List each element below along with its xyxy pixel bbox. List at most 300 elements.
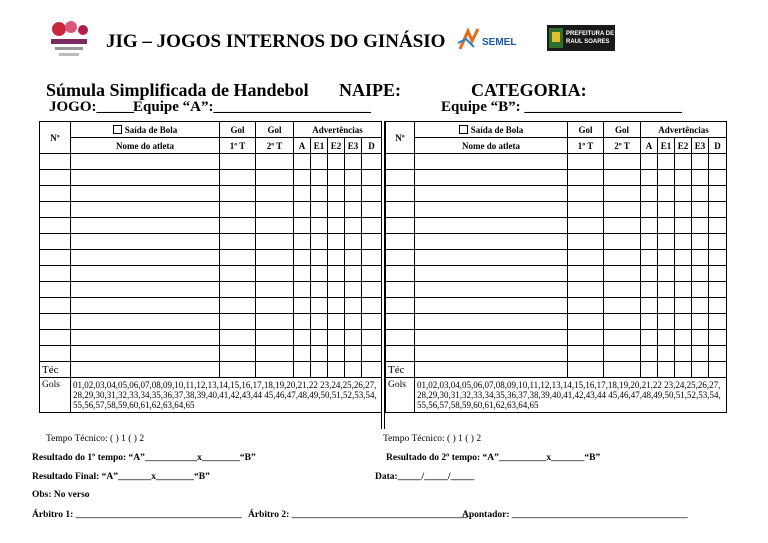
athlete-cell[interactable] [386, 202, 415, 218]
athlete-cell[interactable] [71, 282, 220, 298]
athlete-cell[interactable] [709, 250, 727, 266]
athlete-cell[interactable] [345, 202, 362, 218]
athlete-cell[interactable] [415, 298, 568, 314]
athlete-cell[interactable] [641, 250, 658, 266]
col-1t-header: 1º T [220, 138, 256, 154]
athlete-cell[interactable] [604, 170, 641, 186]
athlete-cell[interactable] [641, 298, 658, 314]
athlete-cell[interactable] [604, 298, 641, 314]
athlete-cell[interactable] [311, 314, 328, 330]
athlete-cell[interactable] [568, 154, 604, 170]
athlete-row [386, 186, 727, 202]
athlete-cell[interactable] [328, 266, 345, 282]
athlete-cell[interactable] [641, 266, 658, 282]
athlete-cell[interactable] [415, 282, 568, 298]
athlete-cell[interactable] [568, 346, 604, 362]
athlete-cell[interactable] [568, 250, 604, 266]
athlete-cell[interactable] [362, 218, 382, 234]
athlete-cell[interactable] [386, 170, 415, 186]
athlete-cell[interactable] [692, 186, 709, 202]
athlete-cell[interactable] [256, 154, 294, 170]
cell[interactable] [692, 362, 709, 378]
athlete-cell[interactable] [604, 282, 641, 298]
athlete-cell[interactable] [675, 346, 692, 362]
athlete-cell[interactable] [386, 234, 415, 250]
athlete-cell[interactable] [71, 218, 220, 234]
athletes-table-team-b [385, 121, 727, 413]
resultado-1-tempo: Resultado do 1º tempo: “A”___________x________“B” [32, 453, 256, 463]
cell[interactable] [311, 362, 328, 378]
athlete-cell[interactable] [362, 298, 382, 314]
athlete-cell[interactable] [328, 314, 345, 330]
athlete-cell[interactable] [658, 218, 675, 234]
athlete-cell[interactable] [641, 330, 658, 346]
athlete-cell[interactable] [604, 266, 641, 282]
col-gol-1-header: Gol [220, 122, 256, 138]
athlete-cell[interactable] [604, 186, 641, 202]
cell[interactable] [328, 362, 345, 378]
athlete-cell[interactable] [641, 154, 658, 170]
athlete-row [40, 170, 382, 186]
athlete-cell[interactable] [40, 266, 71, 282]
tecnico-label: Téc [386, 362, 415, 378]
athlete-cell[interactable] [311, 234, 328, 250]
athlete-cell[interactable] [568, 202, 604, 218]
athlete-cell[interactable] [641, 234, 658, 250]
cell[interactable] [256, 362, 294, 378]
athlete-cell[interactable] [386, 186, 415, 202]
athlete-cell[interactable] [386, 298, 415, 314]
athlete-cell[interactable] [328, 346, 345, 362]
athlete-cell[interactable] [675, 154, 692, 170]
athlete-cell[interactable] [311, 298, 328, 314]
athlete-cell[interactable] [709, 298, 727, 314]
athlete-cell[interactable] [709, 202, 727, 218]
athlete-cell[interactable] [415, 218, 568, 234]
athlete-cell[interactable] [294, 314, 311, 330]
athlete-cell[interactable] [220, 298, 256, 314]
athlete-cell[interactable] [709, 218, 727, 234]
athlete-cell[interactable] [709, 314, 727, 330]
athlete-cell[interactable] [294, 250, 311, 266]
athlete-cell[interactable] [345, 218, 362, 234]
athlete-cell[interactable] [386, 218, 415, 234]
athlete-cell[interactable] [641, 202, 658, 218]
athlete-cell[interactable] [311, 170, 328, 186]
col-a-header: A [641, 138, 658, 154]
athlete-row [40, 250, 382, 266]
jig-logo [45, 17, 93, 59]
cell[interactable] [709, 362, 727, 378]
cell[interactable] [604, 362, 641, 378]
athlete-cell[interactable] [692, 314, 709, 330]
athlete-cell[interactable] [345, 330, 362, 346]
athlete-row [386, 170, 727, 186]
athlete-cell[interactable] [692, 250, 709, 266]
athlete-cell[interactable] [256, 330, 294, 346]
athlete-row [386, 218, 727, 234]
athlete-cell[interactable] [311, 282, 328, 298]
athlete-cell[interactable] [311, 330, 328, 346]
athlete-cell[interactable] [568, 170, 604, 186]
arbitro-2-field: Árbitro 2: _____________________________________ [248, 510, 468, 520]
athlete-cell[interactable] [311, 186, 328, 202]
cell[interactable] [220, 362, 256, 378]
athlete-cell[interactable] [71, 202, 220, 218]
saida-bola-checkbox[interactable] [459, 125, 468, 134]
athlete-cell[interactable] [362, 234, 382, 250]
athlete-cell[interactable] [345, 186, 362, 202]
athlete-cell[interactable] [362, 202, 382, 218]
athlete-cell[interactable] [256, 186, 294, 202]
athlete-cell[interactable] [256, 346, 294, 362]
athlete-cell[interactable] [294, 218, 311, 234]
athlete-cell[interactable] [386, 266, 415, 282]
athlete-cell[interactable] [641, 218, 658, 234]
athlete-cell[interactable] [71, 250, 220, 266]
athlete-cell[interactable] [311, 202, 328, 218]
col-2t-header: 2º T [604, 138, 641, 154]
athlete-cell[interactable] [415, 234, 568, 250]
athlete-cell[interactable] [658, 314, 675, 330]
athlete-cell[interactable] [604, 346, 641, 362]
athlete-cell[interactable] [415, 170, 568, 186]
athlete-cell[interactable] [362, 154, 382, 170]
athlete-cell[interactable] [415, 330, 568, 346]
athlete-cell[interactable] [568, 282, 604, 298]
athlete-cell[interactable] [568, 266, 604, 282]
athlete-cell[interactable] [692, 330, 709, 346]
athlete-cell[interactable] [692, 234, 709, 250]
athlete-cell[interactable] [675, 266, 692, 282]
athlete-cell[interactable] [386, 330, 415, 346]
athlete-cell[interactable] [311, 218, 328, 234]
gols-label: Gols [40, 378, 71, 413]
athlete-cell[interactable] [220, 250, 256, 266]
athlete-cell[interactable] [311, 154, 328, 170]
categoria-label: CATEGORIA: [471, 80, 587, 100]
athlete-cell[interactable] [362, 314, 382, 330]
col-1t-header: 1º T [568, 138, 604, 154]
athlete-cell[interactable] [40, 218, 71, 234]
athlete-cell[interactable] [658, 186, 675, 202]
athlete-cell[interactable] [658, 266, 675, 282]
athlete-cell[interactable] [692, 346, 709, 362]
tempo-tecnico-b: Tempo Técnico: ( ) 1 ( ) 2 [383, 434, 482, 444]
athlete-row [386, 234, 727, 250]
athlete-cell[interactable] [658, 330, 675, 346]
athlete-cell[interactable] [568, 234, 604, 250]
athlete-cell[interactable] [415, 346, 568, 362]
athlete-cell[interactable] [220, 170, 256, 186]
athlete-cell[interactable] [568, 186, 604, 202]
col-e3-header: E3 [692, 138, 709, 154]
athlete-cell[interactable] [675, 314, 692, 330]
athlete-cell[interactable] [658, 170, 675, 186]
athlete-cell[interactable] [328, 186, 345, 202]
athlete-cell[interactable] [294, 298, 311, 314]
athlete-cell[interactable] [692, 282, 709, 298]
athlete-cell[interactable] [604, 250, 641, 266]
athlete-cell[interactable] [675, 298, 692, 314]
athlete-cell[interactable] [220, 314, 256, 330]
athlete-cell[interactable] [658, 282, 675, 298]
athlete-cell[interactable] [658, 250, 675, 266]
athlete-cell[interactable] [311, 266, 328, 282]
athlete-cell[interactable] [709, 186, 727, 202]
athlete-cell[interactable] [658, 202, 675, 218]
athlete-cell[interactable] [311, 250, 328, 266]
athlete-cell[interactable] [641, 186, 658, 202]
athlete-row [386, 346, 727, 362]
athlete-cell[interactable] [675, 170, 692, 186]
saida-bola-checkbox[interactable] [113, 125, 122, 134]
prefeitura-logo [547, 25, 615, 51]
athlete-cell[interactable] [386, 154, 415, 170]
athlete-row [40, 202, 382, 218]
cell[interactable] [345, 362, 362, 378]
col-d-header: D [362, 138, 382, 154]
athlete-cell[interactable] [328, 298, 345, 314]
gols-numbers: 01,02,03,04,05,06,07,08,09,10,11,12,13,14,15,16,17,18,19,20,21,22 23,24,25,26,27,28,29,30,31,32,33,34,35,36,37,38,39,40,41,42,43,44 45,46,47,48,49,50,51,52,53,54,55,56,57,58,59,60,61,62,63,64,65 [415, 378, 727, 413]
athlete-cell[interactable] [415, 186, 568, 202]
athlete-cell[interactable] [40, 250, 71, 266]
athlete-cell[interactable] [641, 314, 658, 330]
athlete-cell[interactable] [256, 250, 294, 266]
athlete-cell[interactable] [362, 170, 382, 186]
athlete-cell[interactable] [568, 330, 604, 346]
athlete-cell[interactable] [40, 298, 71, 314]
cell[interactable] [675, 362, 692, 378]
athlete-cell[interactable] [328, 202, 345, 218]
tempo-tecnico-a: Tempo Técnico: ( ) 1 ( ) 2 [46, 434, 145, 444]
athlete-cell[interactable] [294, 186, 311, 202]
athlete-cell[interactable] [71, 170, 220, 186]
athlete-cell[interactable] [604, 202, 641, 218]
athlete-cell[interactable] [328, 218, 345, 234]
athlete-cell[interactable] [692, 202, 709, 218]
athlete-cell[interactable] [675, 186, 692, 202]
cell[interactable] [658, 362, 675, 378]
athlete-row [386, 314, 727, 330]
athlete-cell[interactable] [220, 218, 256, 234]
athlete-cell[interactable] [709, 234, 727, 250]
athlete-cell[interactable] [709, 266, 727, 282]
athlete-cell[interactable] [294, 234, 311, 250]
athlete-cell[interactable] [641, 346, 658, 362]
athlete-cell[interactable] [220, 266, 256, 282]
athlete-cell[interactable] [675, 330, 692, 346]
athlete-cell[interactable] [256, 234, 294, 250]
athlete-cell[interactable] [362, 250, 382, 266]
athlete-cell[interactable] [675, 250, 692, 266]
athlete-cell[interactable] [256, 282, 294, 298]
athlete-cell[interactable] [386, 346, 415, 362]
resultado-final: Resultado Final: “A”_______x________“B” [32, 472, 210, 482]
athlete-cell[interactable] [709, 346, 727, 362]
athlete-cell[interactable] [568, 314, 604, 330]
athlete-cell[interactable] [658, 234, 675, 250]
athlete-cell[interactable] [220, 154, 256, 170]
athlete-cell[interactable] [256, 170, 294, 186]
athlete-cell[interactable] [294, 170, 311, 186]
athlete-cell[interactable] [40, 330, 71, 346]
athlete-row [40, 186, 382, 202]
cell[interactable] [294, 362, 311, 378]
athlete-cell[interactable] [220, 234, 256, 250]
athlete-cell[interactable] [256, 298, 294, 314]
col-e3-header: E3 [345, 138, 362, 154]
equipe-a-label: Equipe “A”:_____________________ [133, 99, 371, 115]
athlete-cell[interactable] [40, 186, 71, 202]
athlete-cell[interactable] [675, 218, 692, 234]
athlete-cell[interactable] [345, 234, 362, 250]
athlete-cell[interactable] [71, 266, 220, 282]
athlete-cell[interactable] [40, 346, 71, 362]
athlete-cell[interactable] [709, 282, 727, 298]
athlete-cell[interactable] [294, 330, 311, 346]
athlete-cell[interactable] [328, 282, 345, 298]
athlete-cell[interactable] [40, 314, 71, 330]
athlete-cell[interactable] [345, 154, 362, 170]
table-divider [381, 121, 385, 429]
athlete-cell[interactable] [675, 282, 692, 298]
athlete-cell[interactable] [328, 234, 345, 250]
athlete-cell[interactable] [40, 154, 71, 170]
athlete-cell[interactable] [345, 170, 362, 186]
athlete-row [386, 282, 727, 298]
athlete-cell[interactable] [641, 170, 658, 186]
athlete-cell[interactable] [71, 330, 220, 346]
athlete-cell[interactable] [40, 234, 71, 250]
athlete-row [386, 330, 727, 346]
athlete-cell[interactable] [604, 314, 641, 330]
cell[interactable] [568, 362, 604, 378]
athlete-cell[interactable] [256, 314, 294, 330]
athlete-cell[interactable] [692, 218, 709, 234]
athlete-cell[interactable] [658, 154, 675, 170]
athlete-cell[interactable] [294, 202, 311, 218]
athlete-cell[interactable] [386, 282, 415, 298]
athlete-cell[interactable] [415, 266, 568, 282]
athlete-cell[interactable] [692, 170, 709, 186]
athlete-cell[interactable] [604, 234, 641, 250]
athlete-cell[interactable] [709, 330, 727, 346]
col-nome-header: Nome do atleta [71, 138, 220, 154]
athlete-row [40, 266, 382, 282]
athlete-cell[interactable] [362, 186, 382, 202]
athlete-cell[interactable] [692, 266, 709, 282]
athlete-cell[interactable] [328, 250, 345, 266]
form-subtitle: Súmula Simplificada de Handebol [46, 80, 309, 100]
athlete-cell[interactable] [641, 282, 658, 298]
athlete-cell[interactable] [71, 186, 220, 202]
athlete-cell[interactable] [220, 346, 256, 362]
athlete-cell[interactable] [311, 346, 328, 362]
athlete-cell[interactable] [415, 314, 568, 330]
athlete-row [386, 250, 727, 266]
svg-text:RAUL SOARES: RAUL SOARES [566, 39, 610, 45]
athlete-cell[interactable] [40, 282, 71, 298]
athlete-cell[interactable] [345, 346, 362, 362]
athlete-cell[interactable] [71, 154, 220, 170]
col-e1-header: E1 [311, 138, 328, 154]
athlete-cell[interactable] [40, 202, 71, 218]
athlete-cell[interactable] [345, 282, 362, 298]
athlete-cell[interactable] [362, 330, 382, 346]
cell[interactable] [362, 362, 382, 378]
athlete-cell[interactable] [415, 154, 568, 170]
athlete-cell[interactable] [568, 298, 604, 314]
athlete-cell[interactable] [345, 298, 362, 314]
athlete-cell[interactable] [692, 154, 709, 170]
athlete-cell[interactable] [658, 346, 675, 362]
athlete-cell[interactable] [362, 282, 382, 298]
athlete-cell[interactable] [220, 202, 256, 218]
athlete-cell[interactable] [294, 282, 311, 298]
athlete-cell[interactable] [220, 186, 256, 202]
athlete-cell[interactable] [256, 218, 294, 234]
athlete-cell[interactable] [604, 154, 641, 170]
athlete-cell[interactable] [386, 314, 415, 330]
page-title: JIG – JOGOS INTERNOS DO GINÁSIO [106, 31, 446, 52]
tecnico-cell[interactable] [415, 362, 568, 378]
athlete-cell[interactable] [675, 234, 692, 250]
athlete-cell[interactable] [709, 170, 727, 186]
athlete-cell[interactable] [415, 250, 568, 266]
athlete-cell[interactable] [71, 234, 220, 250]
athlete-cell[interactable] [415, 202, 568, 218]
athlete-cell[interactable] [345, 314, 362, 330]
athlete-cell[interactable] [256, 266, 294, 282]
athlete-cell[interactable] [345, 266, 362, 282]
athlete-cell[interactable] [40, 170, 71, 186]
athlete-cell[interactable] [220, 330, 256, 346]
athlete-cell[interactable] [71, 298, 220, 314]
athlete-row [40, 154, 382, 170]
athlete-cell[interactable] [604, 218, 641, 234]
athlete-cell[interactable] [362, 346, 382, 362]
athlete-cell[interactable] [220, 282, 256, 298]
athlete-cell[interactable] [362, 266, 382, 282]
athlete-cell[interactable] [604, 330, 641, 346]
athlete-cell[interactable] [71, 314, 220, 330]
col-e2-header: E2 [328, 138, 345, 154]
athlete-row [40, 282, 382, 298]
athlete-cell[interactable] [256, 202, 294, 218]
athlete-row [40, 218, 382, 234]
athlete-cell[interactable] [675, 202, 692, 218]
tecnico-cell[interactable] [71, 362, 220, 378]
athlete-cell[interactable] [658, 298, 675, 314]
athlete-cell[interactable] [345, 250, 362, 266]
athlete-cell[interactable] [294, 266, 311, 282]
athlete-cell[interactable] [328, 330, 345, 346]
athlete-cell[interactable] [294, 154, 311, 170]
athlete-cell[interactable] [692, 298, 709, 314]
athlete-cell[interactable] [71, 346, 220, 362]
data-field: Data:_____/_____/_____ [375, 472, 475, 482]
athlete-cell[interactable] [386, 250, 415, 266]
cell[interactable] [641, 362, 658, 378]
athlete-cell[interactable] [328, 154, 345, 170]
athlete-cell[interactable] [568, 218, 604, 234]
saida-bola-header: Saída de Bola [415, 122, 568, 138]
athlete-cell[interactable] [328, 170, 345, 186]
athlete-cell[interactable] [709, 154, 727, 170]
athlete-cell[interactable] [294, 346, 311, 362]
obs-label: Obs: No verso [32, 490, 90, 500]
